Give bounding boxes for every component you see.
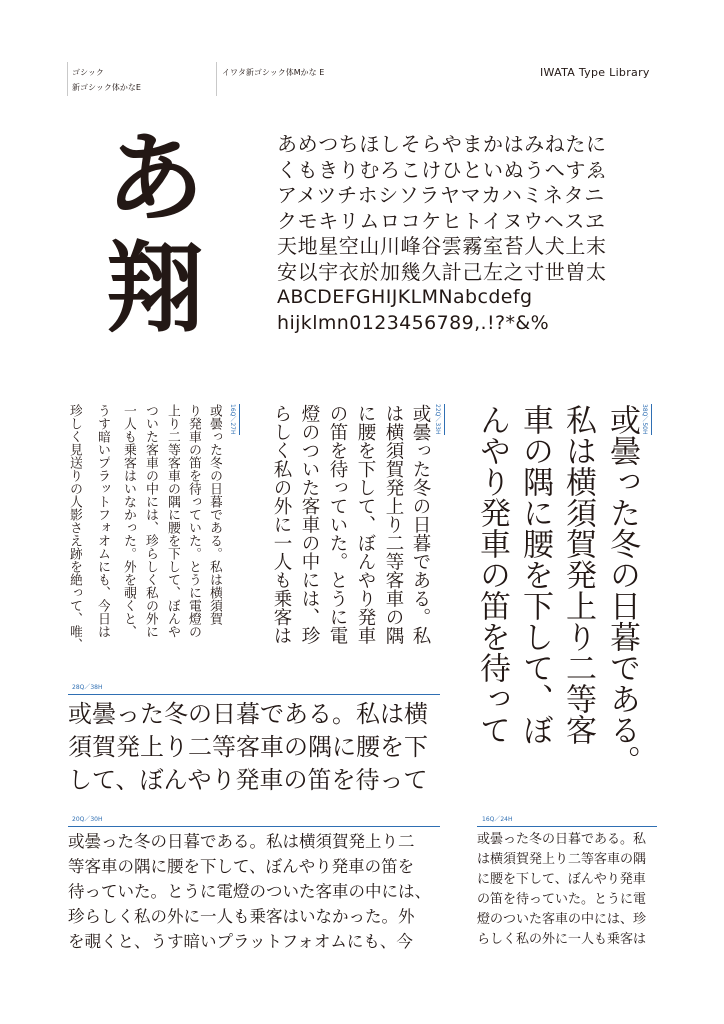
text-line: の笛を待っていた。とうに電: [477, 892, 647, 907]
text-line: に腰を下して、ぼんやり発車: [477, 872, 646, 887]
spec-label-16q-vertical: 16Q／27H: [228, 404, 240, 435]
horizontal-sample-16q: [477, 830, 659, 950]
vertical-text-column: に腰を下して、ぼんやり発車: [355, 404, 376, 645]
text-line: 珍らしく私の外に一人も乗客はいなかった。外: [68, 907, 415, 926]
glyph-line: くもきりむろこけひといぬうへすゑ: [277, 157, 607, 182]
text-line: 或曇った冬の日暮である。私は横: [68, 700, 428, 728]
text-line: 等客車の隅に腰を下して、ぼんやり発車の笛を: [68, 857, 415, 876]
vertical-text-column: 燈のついた客車の中には、珍: [299, 404, 320, 645]
glyph-line: クモキリムロコケヒトイヌウヘスヱ: [277, 208, 606, 233]
text-line: らしく私の外に一人も乗客は: [477, 932, 647, 947]
vertical-text-column: 或曇った冬の日暮である。私: [410, 404, 431, 645]
vertical-text-column: 一人も乗客はいなかった。外を覗くと、: [121, 404, 136, 638]
text-line: を覗くと、うす暗いプラットフォオムにも、今: [68, 932, 413, 951]
header-family: 新ゴシック体かなE: [72, 83, 141, 92]
glyph-line: 安以宇衣於加幾久計己左之寸世曽太: [277, 259, 607, 284]
header-library: IWATA Type Library: [540, 66, 650, 79]
vertical-text-column: の笛を待っていた。とうに電: [327, 404, 348, 645]
big-char-sho: 翔: [105, 232, 204, 346]
text-line: して、ぼんやり発車の笛を待って: [68, 766, 428, 794]
vertical-text-column: は横須賀発上り二等客車の隅: [383, 404, 404, 645]
text-line: 待っていた。とうに電燈のついた客車の中には、: [68, 882, 431, 901]
vertical-text-column: り発車の笛を待っていた。とうに電燈の: [186, 404, 201, 638]
glyph-line: ABCDEFGHIJKLMNabcdefg: [277, 286, 533, 308]
spec-label-38q: 38Q／50H: [640, 404, 652, 435]
header-category: ゴシック: [72, 68, 104, 77]
vertical-text-column: らしく私の外に一人も乗客は: [271, 404, 292, 645]
spec-label-16q-horizontal: 16Q／24H: [482, 816, 513, 823]
spec-rule-28q: [68, 694, 440, 695]
glyph-line: 天地星空山川峰谷雲霧室苔人犬上末: [277, 234, 607, 258]
vertical-text-column: 私は横須賀発上り二等客: [560, 404, 596, 745]
vertical-text-column: うす暗いプラットフォオムにも、今日は: [95, 404, 110, 638]
vertical-text-column: 或曇った冬の日暮である。私は横須賀: [207, 404, 222, 625]
spec-rule-20q: [68, 826, 440, 827]
big-char-a: あ: [105, 122, 204, 236]
spec-label-28q: 28Q／38H: [72, 684, 103, 691]
text-line: 燈のついた客車の中には、珍: [477, 912, 647, 927]
vertical-text-column: ついた客車の中には、珍らしく私の外に: [143, 404, 158, 638]
vertical-text-column: 車の隅に腰を下して、ぼ: [517, 404, 553, 745]
vertical-text-column: 珍しく見送りの人影さえ跡を絶って、唯、: [67, 404, 82, 651]
vertical-text-column: んやり発車の笛を待って: [474, 404, 510, 745]
header-font-name: イワタ新ゴシック体Mかな E: [222, 68, 325, 77]
header-mid-rule: [216, 62, 217, 96]
text-line: 或曇った冬の日暮である。私は横須賀発上り二: [68, 832, 415, 851]
header-left-rule: [67, 62, 68, 96]
vertical-text-column: 或曇った冬の日暮である。: [604, 404, 640, 776]
spec-rule-16q: [477, 826, 657, 827]
horizontal-sample-28q: [68, 698, 440, 797]
glyph-line: あめつちほしそらやまかはみねたに: [277, 132, 607, 156]
text-line: 須賀発上り二等客車の隅に腰を下: [68, 733, 428, 761]
text-line: 或曇った冬の日暮である。私: [477, 832, 647, 847]
glyph-line: hijklmn0123456789,.!?*&%: [277, 311, 550, 334]
glyph-set: [277, 132, 607, 336]
spec-label-22q: 22Q／33H: [433, 404, 445, 435]
horizontal-sample-20q: [68, 829, 440, 954]
text-line: は横須賀発上り二等客車の隅: [477, 852, 647, 867]
vertical-text-column: 上り二等客車の隅に腰を下して、ぼんや: [165, 404, 180, 638]
glyph-line: アメツチホシソラヤマカハミネタニ: [277, 183, 605, 207]
spec-label-20q: 20Q／30H: [72, 816, 103, 823]
